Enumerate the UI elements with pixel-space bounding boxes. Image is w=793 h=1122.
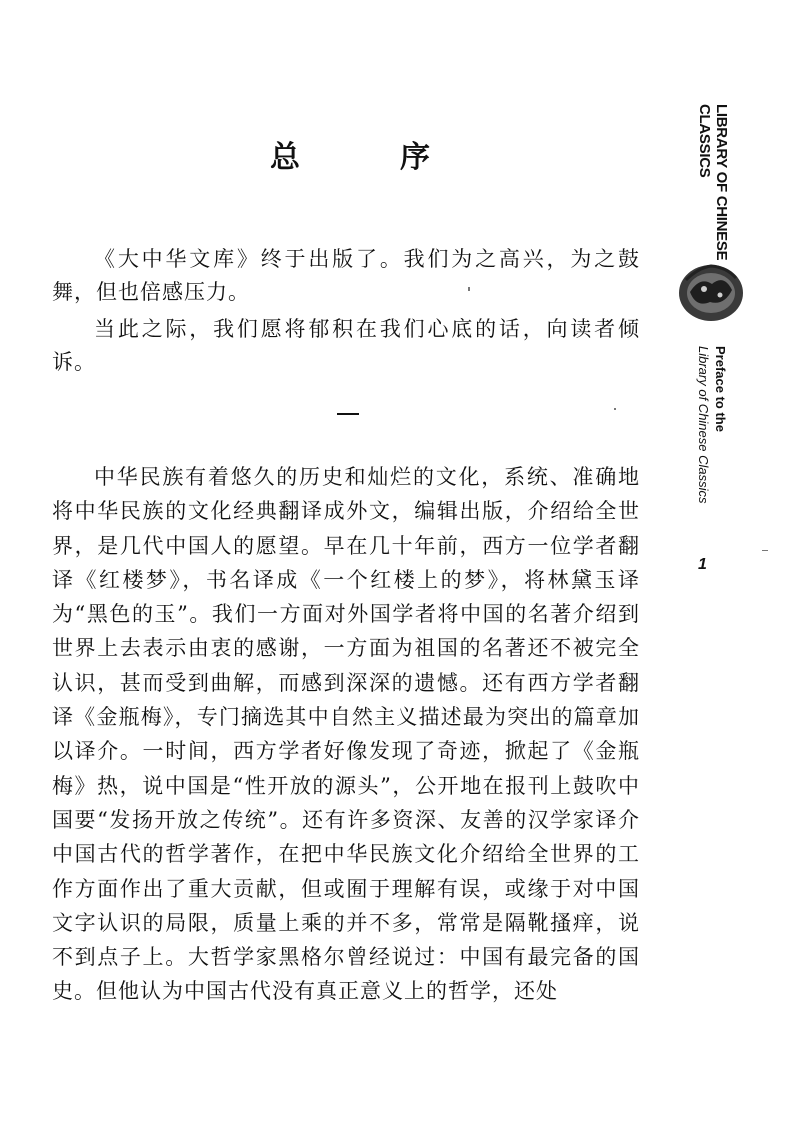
title-char: 总	[270, 140, 300, 175]
page-title	[270, 138, 430, 178]
scan-speck	[468, 287, 470, 291]
series-title-line-2: CLASSICS	[696, 104, 713, 178]
paragraph-section-one: 中华民族有着悠久的历史和灿烂的文化，系统、准确地将中华民族的文化经典翻译成外文，编辑出版，介绍给全世界，是几代中国人的愿望。早在几十年前，西方一位学者翻译《红楼梦》，书名译成《一个红楼上的梦》，将林黛玉译为“黑色的玉”。我们一方面对外国学者将中国的名著介绍到世界上去表示由衷的感谢，一方面为祖国的名著还不被完全认识，甚而受到曲解，而感到深深的遗憾。还有西方学者翻译《金瓶梅》，专门摘选其中自然主义描述最为突出的篇章加以译介。一时间，西方学者好像发现了奇迹，掀起了《金瓶梅》热，说中国是“性开放的源头”，公开地在报刊上鼓吹中国要“发扬开放之传统”。还有许多资深、友善的汉学家译介中国古代的哲学著作，在把中华民族文化介绍给全世界的工作方面作出了重大贡献，但或囿于理解有误，或缘于对中国文字认识的局限，质量上乘的并不多，常常是隔靴搔痒，说不到点子上。大哲学家黑格尔曾经说过：中国有最完备的国史。但他认为中国古代没有真正意义上的哲学，还处	[52, 465, 640, 1004]
series-title-line-1: LIBRARY OF CHINESE	[713, 104, 730, 261]
page-number: 1	[698, 556, 707, 573]
scan-speck	[762, 550, 768, 551]
paragraph-confide: 当此之际，我们愿将郁积在我们心底的话，向读者倾诉。	[52, 317, 640, 374]
title-char: 序	[400, 140, 430, 175]
preface-label-line-2: Library of Chinese Classics	[696, 346, 711, 504]
preface-label-line-1: Preface to the	[713, 346, 728, 432]
paragraph-intro: 《大中华文库》终于出版了。我们为之高兴，为之鼓舞，但也倍感压力。	[52, 247, 640, 304]
section-number-one-mark	[337, 413, 359, 415]
scan-speck	[614, 408, 616, 410]
library-emblem-icon	[676, 262, 746, 324]
